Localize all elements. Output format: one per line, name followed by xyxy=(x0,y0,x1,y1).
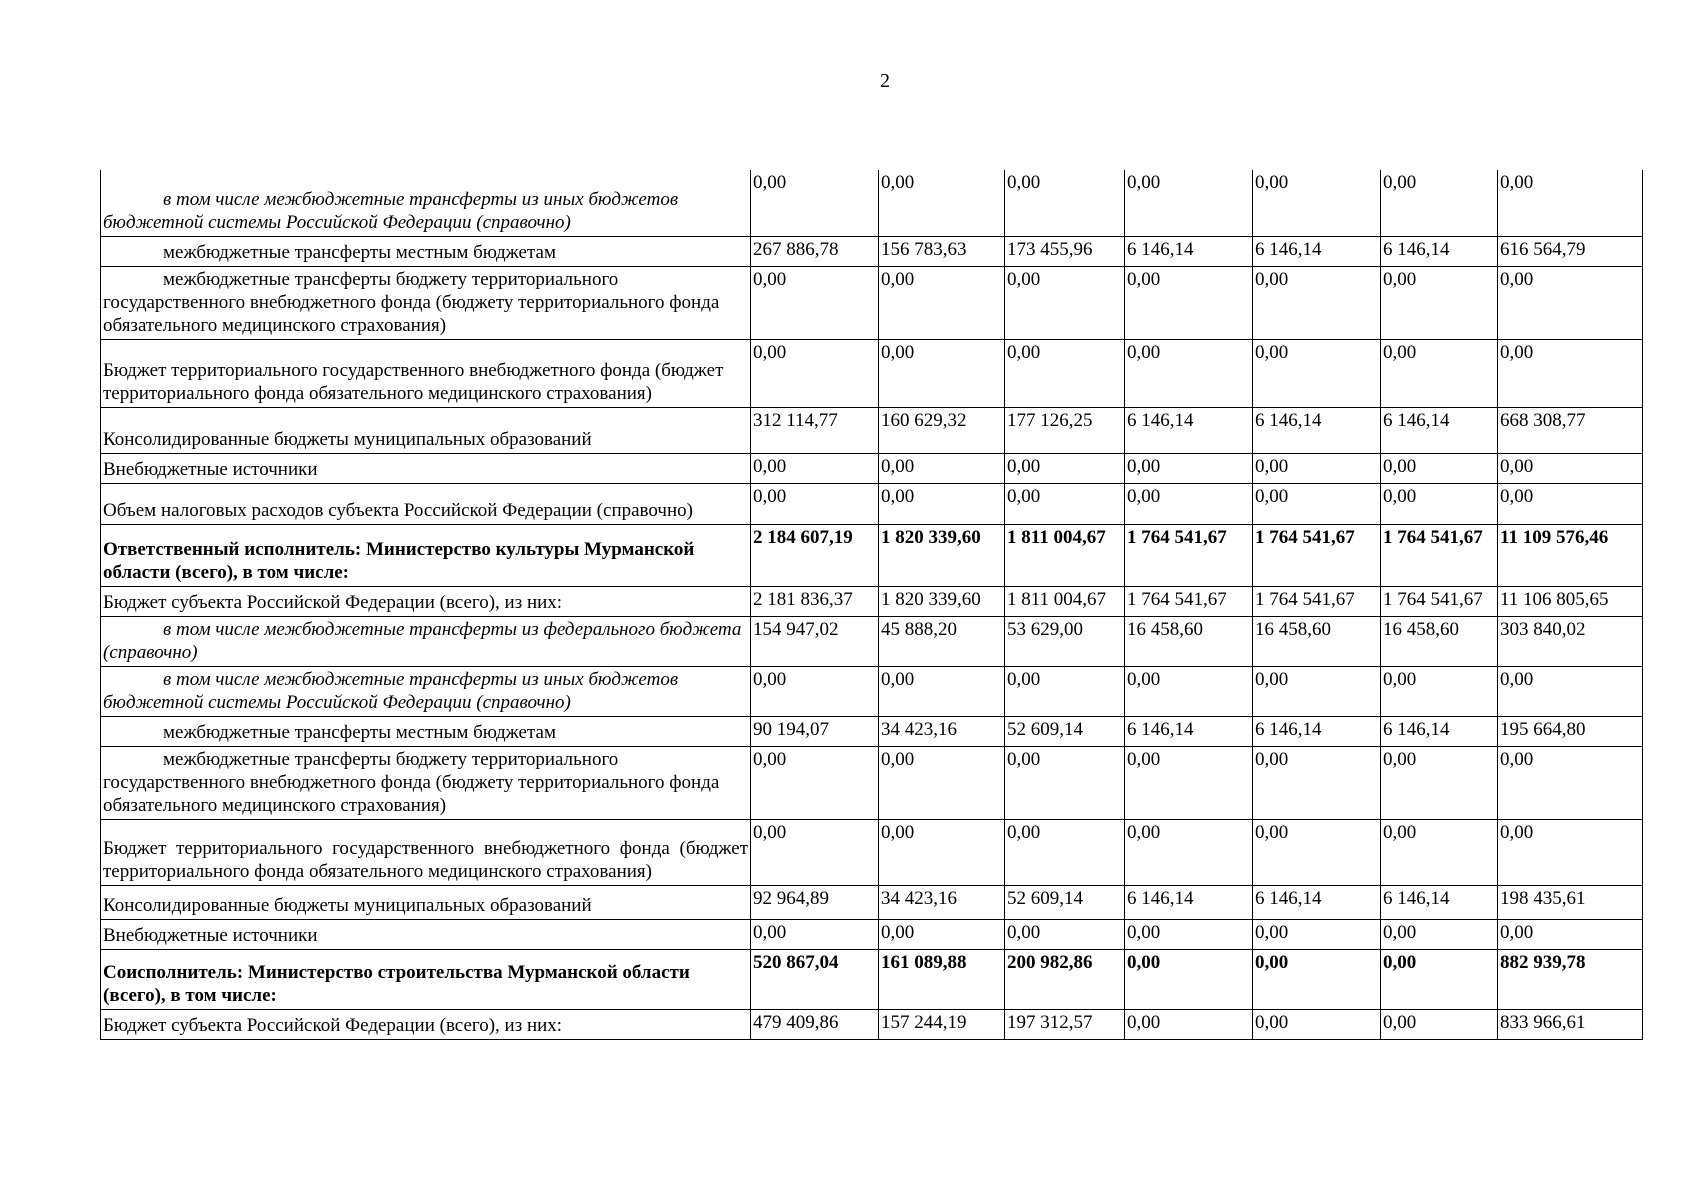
value-cell: 1 764 541,67 xyxy=(1253,586,1381,616)
value-cell: 0,00 xyxy=(1253,266,1381,339)
value-cell: 0,00 xyxy=(1005,919,1125,949)
value-cell: 34 423,16 xyxy=(879,716,1005,746)
row-label: в том числе межбюджетные трансферты из иных бюджетов бюджетной системы Российской Федерации (справочно) xyxy=(101,170,751,236)
table-row xyxy=(101,483,1643,524)
value-cell: 6 146,14 xyxy=(1253,885,1381,919)
value-cell: 161 089,88 xyxy=(879,949,1005,1009)
value-cell: 267 886,78 xyxy=(751,236,879,266)
value-cell: 157 244,19 xyxy=(879,1009,1005,1039)
value-cell: 0,00 xyxy=(1381,266,1498,339)
value-cell: 668 308,77 xyxy=(1498,407,1643,453)
value-cell: 0,00 xyxy=(1253,919,1381,949)
budget-table-body xyxy=(101,170,1643,1039)
value-cell: 16 458,60 xyxy=(1125,616,1253,666)
value-cell: 0,00 xyxy=(751,483,879,524)
value-cell: 6 146,14 xyxy=(1125,407,1253,453)
table-row xyxy=(101,885,1643,919)
value-cell: 0,00 xyxy=(1253,453,1381,483)
value-cell: 0,00 xyxy=(879,483,1005,524)
value-cell: 1 764 541,67 xyxy=(1381,524,1498,586)
value-cell: 90 194,07 xyxy=(751,716,879,746)
value-cell: 92 964,89 xyxy=(751,885,879,919)
value-cell: 0,00 xyxy=(1381,666,1498,716)
value-cell: 0,00 xyxy=(1125,266,1253,339)
value-cell: 154 947,02 xyxy=(751,616,879,666)
value-cell: 0,00 xyxy=(751,266,879,339)
table-row xyxy=(101,170,1643,236)
value-cell: 0,00 xyxy=(751,746,879,819)
value-cell: 6 146,14 xyxy=(1381,716,1498,746)
table-row xyxy=(101,453,1643,483)
value-cell: 0,00 xyxy=(751,170,879,236)
value-cell: 0,00 xyxy=(1498,666,1643,716)
value-cell: 6 146,14 xyxy=(1381,236,1498,266)
value-cell: 2 181 836,37 xyxy=(751,586,879,616)
value-cell: 0,00 xyxy=(1005,170,1125,236)
value-cell: 0,00 xyxy=(1253,339,1381,407)
value-cell: 198 435,61 xyxy=(1498,885,1643,919)
table-row xyxy=(101,339,1643,407)
value-cell: 1 820 339,60 xyxy=(879,586,1005,616)
row-label: межбюджетные трансферты местным бюджетам xyxy=(101,236,751,266)
value-cell: 2 184 607,19 xyxy=(751,524,879,586)
value-cell: 0,00 xyxy=(1381,949,1498,1009)
table-row xyxy=(101,524,1643,586)
value-cell: 0,00 xyxy=(1005,666,1125,716)
row-label: межбюджетные трансферты бюджету территориального государственного внебюджетного фонда (бюджету территориального фонда обязательного медицинского страхования) xyxy=(101,266,751,339)
value-cell: 520 867,04 xyxy=(751,949,879,1009)
table-row xyxy=(101,746,1643,819)
value-cell: 0,00 xyxy=(1381,483,1498,524)
value-cell: 0,00 xyxy=(1381,170,1498,236)
row-label: Внебюджетные источники xyxy=(101,919,751,949)
value-cell: 195 664,80 xyxy=(1498,716,1643,746)
row-label: Консолидированные бюджеты муниципальных образований xyxy=(101,885,751,919)
value-cell: 6 146,14 xyxy=(1125,236,1253,266)
value-cell: 0,00 xyxy=(1253,949,1381,1009)
value-cell: 0,00 xyxy=(751,339,879,407)
value-cell: 0,00 xyxy=(879,339,1005,407)
value-cell: 0,00 xyxy=(1005,339,1125,407)
value-cell: 0,00 xyxy=(879,453,1005,483)
value-cell: 1 764 541,67 xyxy=(1253,524,1381,586)
row-label: Бюджет территориального государственного внебюджетного фонда (бюджет территориального фонда обязательного медицинского страхования) xyxy=(101,819,751,885)
value-cell: 0,00 xyxy=(1498,919,1643,949)
value-cell: 0,00 xyxy=(1381,746,1498,819)
value-cell: 0,00 xyxy=(1498,819,1643,885)
value-cell: 0,00 xyxy=(751,453,879,483)
row-label: Внебюджетные источники xyxy=(101,453,751,483)
value-cell: 0,00 xyxy=(1381,339,1498,407)
table-row xyxy=(101,266,1643,339)
value-cell: 0,00 xyxy=(1005,746,1125,819)
value-cell: 0,00 xyxy=(1005,483,1125,524)
row-label: Ответственный исполнитель: Министерство культуры Мурманской области (всего), в том числе: xyxy=(101,524,751,586)
value-cell: 6 146,14 xyxy=(1125,885,1253,919)
value-cell: 173 455,96 xyxy=(1005,236,1125,266)
value-cell: 312 114,77 xyxy=(751,407,879,453)
value-cell: 16 458,60 xyxy=(1381,616,1498,666)
value-cell: 0,00 xyxy=(1125,170,1253,236)
value-cell: 6 146,14 xyxy=(1381,885,1498,919)
value-cell: 45 888,20 xyxy=(879,616,1005,666)
row-label: Соисполнитель: Министерство строительства Мурманской области (всего), в том числе: xyxy=(101,949,751,1009)
table-row xyxy=(101,819,1643,885)
value-cell: 0,00 xyxy=(1253,483,1381,524)
value-cell: 53 629,00 xyxy=(1005,616,1125,666)
value-cell: 882 939,78 xyxy=(1498,949,1643,1009)
value-cell: 1 811 004,67 xyxy=(1005,524,1125,586)
value-cell: 1 764 541,67 xyxy=(1125,586,1253,616)
value-cell: 1 811 004,67 xyxy=(1005,586,1125,616)
value-cell: 6 146,14 xyxy=(1381,407,1498,453)
value-cell: 0,00 xyxy=(1498,170,1643,236)
value-cell: 0,00 xyxy=(1498,266,1643,339)
value-cell: 0,00 xyxy=(1498,746,1643,819)
value-cell: 11 109 576,46 xyxy=(1498,524,1643,586)
value-cell: 833 966,61 xyxy=(1498,1009,1643,1039)
value-cell: 0,00 xyxy=(1253,666,1381,716)
value-cell: 52 609,14 xyxy=(1005,885,1125,919)
value-cell: 0,00 xyxy=(1125,949,1253,1009)
table-row xyxy=(101,1009,1643,1039)
value-cell: 0,00 xyxy=(751,819,879,885)
row-label: в том числе межбюджетные трансферты из иных бюджетов бюджетной системы Российской Федерации (справочно) xyxy=(101,666,751,716)
value-cell: 0,00 xyxy=(1005,266,1125,339)
value-cell: 52 609,14 xyxy=(1005,716,1125,746)
value-cell: 0,00 xyxy=(879,266,1005,339)
value-cell: 0,00 xyxy=(1125,453,1253,483)
value-cell: 0,00 xyxy=(1253,746,1381,819)
value-cell: 0,00 xyxy=(879,170,1005,236)
table-row xyxy=(101,586,1643,616)
value-cell: 0,00 xyxy=(1253,170,1381,236)
row-label: межбюджетные трансферты местным бюджетам xyxy=(101,716,751,746)
value-cell: 200 982,86 xyxy=(1005,949,1125,1009)
page-number: 2 xyxy=(880,70,890,92)
value-cell: 0,00 xyxy=(1005,453,1125,483)
table-row xyxy=(101,666,1643,716)
value-cell: 0,00 xyxy=(1381,919,1498,949)
value-cell: 6 146,14 xyxy=(1125,716,1253,746)
row-label: Бюджет территориального государственного внебюджетного фонда (бюджет территориального фонда обязательного медицинского страхования) xyxy=(101,339,751,407)
value-cell: 11 106 805,65 xyxy=(1498,586,1643,616)
row-label: Бюджет субъекта Российской Федерации (всего), из них: xyxy=(101,1009,751,1039)
value-cell: 0,00 xyxy=(751,666,879,716)
value-cell: 0,00 xyxy=(1253,819,1381,885)
value-cell: 0,00 xyxy=(879,919,1005,949)
value-cell: 1 764 541,67 xyxy=(1125,524,1253,586)
value-cell: 0,00 xyxy=(879,666,1005,716)
value-cell: 160 629,32 xyxy=(879,407,1005,453)
value-cell: 6 146,14 xyxy=(1253,236,1381,266)
value-cell: 16 458,60 xyxy=(1253,616,1381,666)
row-label: межбюджетные трансферты бюджету территориального государственного внебюджетного фонда (бюджету территориального фонда обязательного медицинского страхования) xyxy=(101,746,751,819)
value-cell: 0,00 xyxy=(1381,453,1498,483)
value-cell: 177 126,25 xyxy=(1005,407,1125,453)
value-cell: 0,00 xyxy=(1498,339,1643,407)
table-row xyxy=(101,919,1643,949)
value-cell: 0,00 xyxy=(1381,819,1498,885)
table-row xyxy=(101,407,1643,453)
value-cell: 0,00 xyxy=(1125,666,1253,716)
value-cell: 0,00 xyxy=(1125,746,1253,819)
table-row xyxy=(101,949,1643,1009)
value-cell: 34 423,16 xyxy=(879,885,1005,919)
value-cell: 479 409,86 xyxy=(751,1009,879,1039)
value-cell: 0,00 xyxy=(1498,453,1643,483)
value-cell: 0,00 xyxy=(879,746,1005,819)
table-row xyxy=(101,716,1643,746)
value-cell: 1 820 339,60 xyxy=(879,524,1005,586)
value-cell: 1 764 541,67 xyxy=(1381,586,1498,616)
row-label: Консолидированные бюджеты муниципальных образований xyxy=(101,407,751,453)
value-cell: 0,00 xyxy=(1125,919,1253,949)
value-cell: 197 312,57 xyxy=(1005,1009,1125,1039)
table-row xyxy=(101,616,1643,666)
value-cell: 0,00 xyxy=(751,919,879,949)
value-cell: 0,00 xyxy=(1498,483,1643,524)
value-cell: 156 783,63 xyxy=(879,236,1005,266)
budget-table xyxy=(100,170,1643,1040)
value-cell: 0,00 xyxy=(1381,1009,1498,1039)
value-cell: 0,00 xyxy=(1253,1009,1381,1039)
value-cell: 6 146,14 xyxy=(1253,716,1381,746)
value-cell: 0,00 xyxy=(1125,1009,1253,1039)
value-cell: 303 840,02 xyxy=(1498,616,1643,666)
value-cell: 0,00 xyxy=(1125,483,1253,524)
value-cell: 0,00 xyxy=(1125,819,1253,885)
value-cell: 616 564,79 xyxy=(1498,236,1643,266)
row-label: Бюджет субъекта Российской Федерации (всего), из них: xyxy=(101,586,751,616)
value-cell: 0,00 xyxy=(1125,339,1253,407)
value-cell: 6 146,14 xyxy=(1253,407,1381,453)
value-cell: 0,00 xyxy=(1005,819,1125,885)
table-row xyxy=(101,236,1643,266)
row-label: Объем налоговых расходов субъекта Российской Федерации (справочно) xyxy=(101,483,751,524)
value-cell: 0,00 xyxy=(879,819,1005,885)
row-label: в том числе межбюджетные трансферты из федерального бюджета (справочно) xyxy=(101,616,751,666)
